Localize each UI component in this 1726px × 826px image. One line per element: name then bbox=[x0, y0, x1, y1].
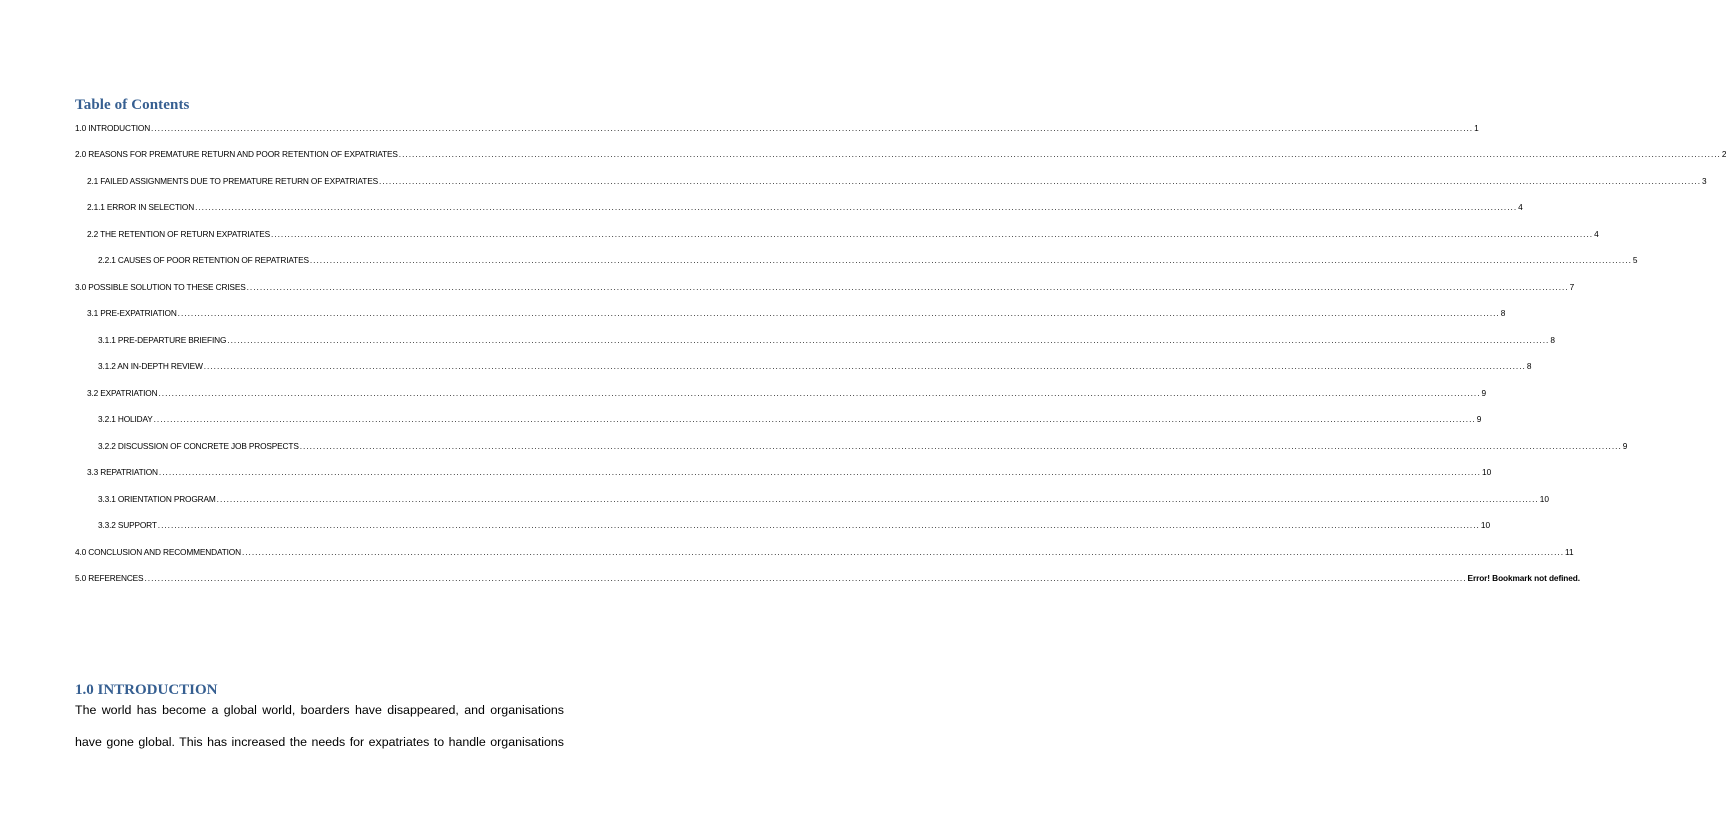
dot-leader: ................................................................................................................................................................................................................................................................................................................................................................................................................ bbox=[299, 441, 1622, 451]
toc-entry-retention[interactable] bbox=[87, 226, 1599, 240]
toc-entry-reasons[interactable] bbox=[75, 146, 1726, 160]
toc-entry-label: 2.1 FAILED ASSIGNMENTS DUE TO PREMATURE RETURN OF EXPATRIATES bbox=[87, 176, 378, 186]
toc-entry-label: 3.2.2 DISCUSSION OF CONCRETE JOB PROSPECTS bbox=[98, 441, 299, 451]
introduction-heading: 1.0 INTRODUCTION bbox=[75, 682, 218, 698]
toc-page-number: 10 bbox=[1480, 520, 1491, 530]
toc-page-number: 3 bbox=[1702, 176, 1707, 186]
toc-entry-pre-expatriation[interactable] bbox=[87, 305, 1506, 319]
toc-entry-label: 3.1.2 AN IN-DEPTH REVIEW bbox=[98, 361, 203, 371]
toc-entry-expatriation[interactable] bbox=[87, 385, 1487, 399]
dot-leader: ................................................................................................................................................................................................................................................................................................................................................................................................................ bbox=[177, 308, 1500, 318]
toc-page-number: 10 bbox=[1539, 494, 1549, 504]
toc-page-number: 8 bbox=[1550, 335, 1555, 345]
dot-leader: ................................................................................................................................................................................................................................................................................................................................................................................................................ bbox=[153, 414, 1476, 424]
toc-entry-label: 3.3 REPATRIATION bbox=[87, 467, 158, 477]
toc-page-number: 9 bbox=[1476, 414, 1482, 424]
toc-entry-label: 3.1.1 PRE-DEPARTURE BRIEFING bbox=[98, 335, 227, 345]
toc-entry-label: 3.2 EXPATRIATION bbox=[87, 388, 158, 398]
dot-leader: ................................................................................................................................................................................................................................................................................................................................................................................................................ bbox=[158, 388, 1481, 398]
toc-entry-conclusion[interactable] bbox=[75, 544, 1574, 558]
toc-entry-label: 2.2.1 CAUSES OF POOR RETENTION OF REPATRIATES bbox=[98, 255, 309, 265]
toc-bookmark-error: Error! Bookmark not defined. bbox=[1467, 573, 1580, 583]
dot-leader: ................................................................................................................................................................................................................................................................................................................................................................................................................ bbox=[246, 282, 1569, 292]
toc-entry-label: 2.2 THE RETENTION OF RETURN EXPATRIATES bbox=[87, 229, 271, 239]
toc-title: Table of Contents bbox=[75, 97, 190, 113]
toc-page-number: 4 bbox=[1518, 202, 1523, 212]
toc-page-number: 8 bbox=[1500, 308, 1506, 318]
toc-entry-causes-poor-retention[interactable] bbox=[98, 252, 1638, 266]
toc-page-number: 1 bbox=[1474, 123, 1479, 133]
toc-page-number: 9 bbox=[1481, 388, 1487, 398]
toc-page-number: 9 bbox=[1622, 441, 1628, 451]
toc-entry-label: 5.0 REFERENCES bbox=[75, 573, 144, 583]
dot-leader: ................................................................................................................................................................................................................................................................................................................................................................................................................ bbox=[203, 361, 1526, 371]
dot-leader: ................................................................................................................................................................................................................................................................................................................................................................................................................ bbox=[157, 520, 1480, 530]
dot-leader: ................................................................................................................................................................................................................................................................................................................................................................................................................ bbox=[309, 255, 1632, 265]
toc-page-number: 11 bbox=[1565, 547, 1574, 557]
toc-page-number: 8 bbox=[1526, 361, 1532, 371]
dot-leader: ................................................................................................................................................................................................................................................................................................................................................................................................................ bbox=[158, 467, 1481, 477]
toc-entry-support[interactable] bbox=[98, 517, 1491, 531]
toc-page-number: 5 bbox=[1632, 255, 1638, 265]
toc-entry-label: 3.3.2 SUPPORT bbox=[98, 520, 157, 530]
toc-entry-label: 2.1.1 ERROR IN SELECTION bbox=[87, 202, 195, 212]
toc-entry-introduction[interactable] bbox=[75, 120, 1479, 134]
dot-leader: ................................................................................................................................................................................................................................................................................................................................................................................................................ bbox=[398, 149, 1721, 159]
toc-entry-label: 4.0 CONCLUSION AND RECOMMENDATION bbox=[75, 547, 241, 557]
dot-leader: ................................................................................................................................................................................................................................................................................................................................................................................................................ bbox=[241, 547, 1564, 557]
toc-entry-label: 2.0 REASONS FOR PREMATURE RETURN AND POOR RETENTION OF EXPATRIATES bbox=[75, 149, 398, 159]
dot-leader: ................................................................................................................................................................................................................................................................................................................................................................................................................ bbox=[216, 494, 1539, 504]
toc-entry-job-prospects[interactable] bbox=[98, 438, 1628, 452]
toc-entry-error-in-selection[interactable] bbox=[87, 199, 1523, 213]
toc-entry-pre-departure-briefing[interactable] bbox=[98, 332, 1555, 346]
toc-page-number: 2 bbox=[1721, 149, 1726, 159]
toc-entry-in-depth-review[interactable] bbox=[98, 358, 1532, 372]
dot-leader: ................................................................................................................................................................................................................................................................................................................................................................................................................ bbox=[195, 202, 1518, 212]
toc-entry-repatriation[interactable] bbox=[87, 464, 1492, 478]
toc-entry-label: 3.1 PRE-EXPATRIATION bbox=[87, 308, 177, 318]
toc-entry-orientation-program[interactable] bbox=[98, 491, 1549, 505]
dot-leader: ................................................................................................................................................................................................................................................................................................................................................................................................................ bbox=[144, 573, 1467, 583]
toc-entry-label: 3.2.1 HOLIDAY bbox=[98, 414, 153, 424]
toc-page-number: 10 bbox=[1481, 467, 1492, 477]
toc-entry-label: 1.0 INTRODUCTION bbox=[75, 123, 151, 133]
dot-leader: ................................................................................................................................................................................................................................................................................................................................................................................................................ bbox=[378, 176, 1702, 186]
toc-page-number: 4 bbox=[1594, 229, 1599, 239]
toc-entry-label: 3.0 POSSIBLE SOLUTION TO THESE CRISES bbox=[75, 282, 246, 292]
toc-entry-label: 3.3.1 ORIENTATION PROGRAM bbox=[98, 494, 216, 504]
introduction-paragraph-line: have gone global. This has increased the needs for expatriates to handle organisations bbox=[75, 735, 564, 749]
toc-page-number: 7 bbox=[1569, 282, 1575, 292]
toc-entry-possible-solution[interactable] bbox=[75, 279, 1575, 293]
introduction-paragraph-line: The world has become a global world, boarders have disappeared, and organisations bbox=[75, 703, 564, 717]
dot-leader: ................................................................................................................................................................................................................................................................................................................................................................................................................ bbox=[271, 229, 1594, 239]
toc-entry-holiday[interactable] bbox=[98, 411, 1482, 425]
toc-entry-references[interactable] bbox=[75, 570, 1580, 584]
dot-leader: ................................................................................................................................................................................................................................................................................................................................................................................................................ bbox=[227, 335, 1550, 345]
dot-leader: ................................................................................................................................................................................................................................................................................................................................................................................................................ bbox=[151, 123, 1474, 133]
toc-entry-failed-assignments[interactable] bbox=[87, 173, 1707, 187]
